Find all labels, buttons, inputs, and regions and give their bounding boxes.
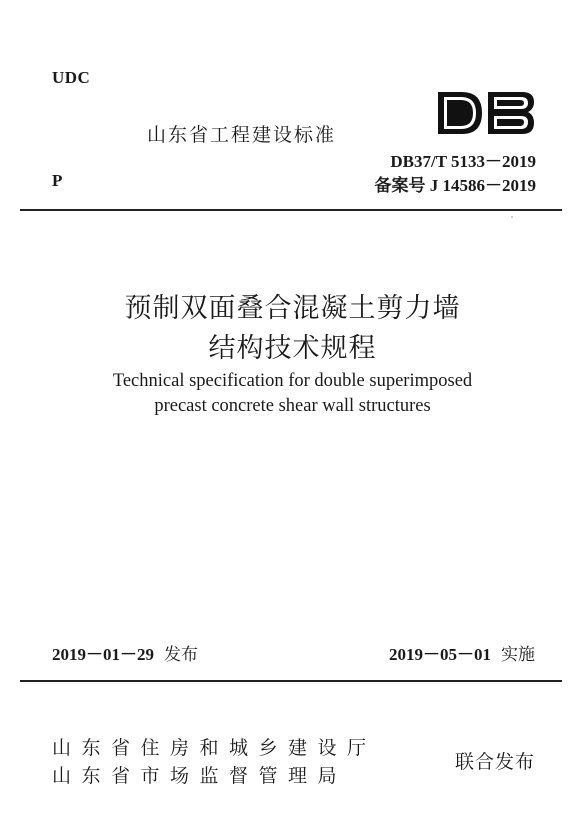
implement-date: 2019－05－01 <box>389 645 491 664</box>
issue-date-block <box>52 640 198 665</box>
standard-code: DB37/T 5133－2019 <box>390 152 536 171</box>
issuer-market-bureau: 山东省市场监督管理局 <box>52 765 348 787</box>
top-divider <box>20 209 562 211</box>
standard-type: 山东省工程建设标准 <box>147 124 337 146</box>
title-en-line2: precast concrete shear wall structures <box>154 396 431 416</box>
scan-speck <box>511 216 513 218</box>
issue-date: 2019－01－29 <box>52 645 154 664</box>
bottom-divider <box>20 680 562 682</box>
title-cn-line1: 预制双面叠合混凝土剪力墙 <box>124 293 461 323</box>
classification-code: P <box>52 171 63 190</box>
record-number: 备案号 J 14586－2019 <box>374 176 536 195</box>
db-logo-icon <box>436 90 536 136</box>
joint-issue-label: 联合发布 <box>455 751 536 773</box>
implement-label: 实施 <box>501 645 535 665</box>
implement-date-block <box>389 640 535 665</box>
issue-label: 发布 <box>164 645 198 665</box>
title-cn-line2: 结构技术规程 <box>208 333 377 363</box>
udc-label: UDC <box>52 68 91 87</box>
title-en-line1: Technical specification for double superimposed <box>112 371 473 391</box>
issuer-housing-dept: 山东省住房和城乡建设厅 <box>52 737 377 759</box>
